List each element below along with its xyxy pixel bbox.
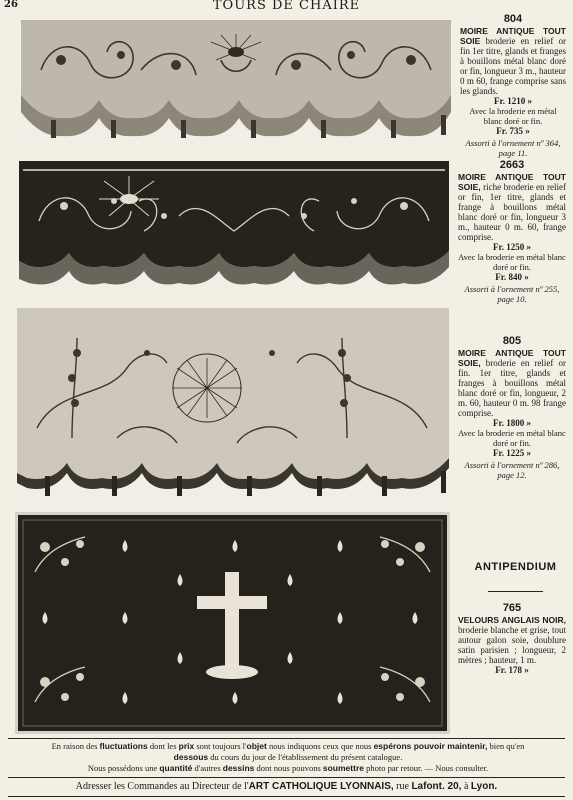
notice-text: du cours du jour de l'établissement du présent catalogue. (210, 752, 403, 762)
item-805-description (458, 336, 566, 480)
item-805-heading: MOIRE ANTIQUE TOUT SOIE, (458, 348, 566, 368)
notice-emphasis: objet (246, 741, 267, 751)
item-2663-description (458, 160, 566, 304)
footer-text: à (463, 781, 469, 792)
notice-emphasis: fluctuations (99, 741, 148, 751)
valance-805-image (17, 308, 449, 503)
notice-text: dont les (149, 741, 177, 751)
antipendium-765-illustration (15, 512, 450, 734)
item-804-text: broderie en relief or fin 1er titre, glands et franges à bouillons métal blanc doré or fin, longueur 3 m., hauteur 0 m 60, frange comprise sans les glands. (460, 36, 566, 96)
notice-text: nous indiquons ceux que nous (268, 741, 372, 751)
item-804-description (460, 14, 566, 158)
notice-text: photo par retour. — Nous consulter. (366, 763, 489, 773)
item-2663-alt-text: Avec la broderie en métal blanc doré or fin. (458, 252, 566, 272)
notice-emphasis: espérons pouvoir maintenir, (373, 741, 488, 751)
item-805-alt-price: Fr. 1225 » (493, 448, 531, 458)
item-804-alt-text: Avec la broderie en métal blanc doré or fin. (469, 106, 557, 126)
valance-804-illustration (21, 20, 451, 148)
valance-2663-illustration (19, 161, 449, 293)
item-765-number: 765 (502, 602, 522, 614)
footer-address (0, 781, 573, 792)
item-805-number: 805 (502, 335, 522, 347)
item-804-number: 804 (503, 13, 523, 25)
item-765-text: broderie blanche et grise, tout autour galon soie, doublure satin parisien ; longueur, 2 mètres ; hauteur, 1 m. (458, 625, 566, 665)
item-2663-alt-price: Fr. 840 » (495, 272, 529, 282)
notice-emphasis: quantité (159, 763, 193, 773)
item-804-reference: Assorti à l'ornement nº 364, page 11. (465, 138, 561, 158)
notice-emphasis: dessous (173, 752, 209, 762)
notice-divider-top (8, 738, 565, 739)
notice-text: d'autres (194, 763, 221, 773)
notice-emphasis: soumettre (322, 763, 364, 773)
antipendium-765-image (15, 512, 450, 734)
footer-divider-bottom (8, 796, 565, 797)
notice-text: dont nous pouvons (256, 763, 321, 773)
valance-805-illustration (17, 308, 449, 503)
item-2663-number: 2663 (499, 159, 525, 171)
antipendium-label: ANTIPENDIUM (474, 561, 557, 573)
item-805-price: Fr. 1800 » (493, 418, 531, 428)
notice-text: En raison des (51, 741, 98, 751)
notice-emphasis: dessins (222, 763, 255, 773)
item-805-text: broderie en relief or fin. 1er titre, glands et franges à bouillons métal blanc doré or fin, longueur, 2 m. 60, hauteur 0 m. 98 frange comprise. (458, 358, 566, 418)
notice-emphasis: prix (178, 741, 195, 751)
item-2663-reference: Assorti à l'ornement nº 255, page 10. (464, 284, 560, 304)
item-765-description (458, 603, 566, 675)
antipendium-divider (488, 591, 543, 592)
item-2663-price: Fr. 1250 » (493, 242, 531, 252)
item-2663-heading: MOIRE ANTIQUE TOUT SOIE, (458, 172, 566, 192)
notice-text: bien qu'en (489, 741, 525, 751)
footer-company: ART CATHOLIQUE LYONNAIS, (248, 781, 394, 792)
footer-divider-top (8, 777, 565, 778)
item-804-price: Fr. 1210 » (494, 96, 532, 106)
valance-804-image (21, 20, 451, 148)
page-title: TOURS DE CHAIRE (212, 0, 361, 13)
item-805-alt-text: Avec la broderie en métal blanc doré or fin. (458, 428, 566, 448)
footer-street: Lafont. 20, (411, 781, 462, 792)
footer-text: Adresser les Commandes au Directeur de l' (75, 781, 249, 792)
footer-city: Lyon. (470, 781, 498, 792)
page-number: 26 (4, 0, 18, 10)
item-805-reference: Assorti à l'ornement nº 286, page 12. (464, 460, 560, 480)
item-765-price: Fr. 178 » (495, 665, 529, 675)
item-804-alt-price: Fr. 735 » (496, 126, 530, 136)
item-2663-text: riche broderie en relief or fin, 1er titre, glands et frange à bouillons métal blanc doré or fin, longueur 3 m., hauteur 0 m. 60, frange comprise. (458, 182, 567, 242)
price-notice (18, 741, 558, 774)
footer-text: rue (396, 781, 409, 792)
item-804-heading: MOIRE ANTIQUE TOUT SOIE (460, 26, 566, 46)
notice-text: sont toujours l' (196, 741, 247, 751)
notice-text: Nous possédons une (87, 763, 158, 773)
valance-2663-image (19, 161, 449, 293)
item-765-heading: VELOURS ANGLAIS NOIR, (458, 615, 566, 625)
